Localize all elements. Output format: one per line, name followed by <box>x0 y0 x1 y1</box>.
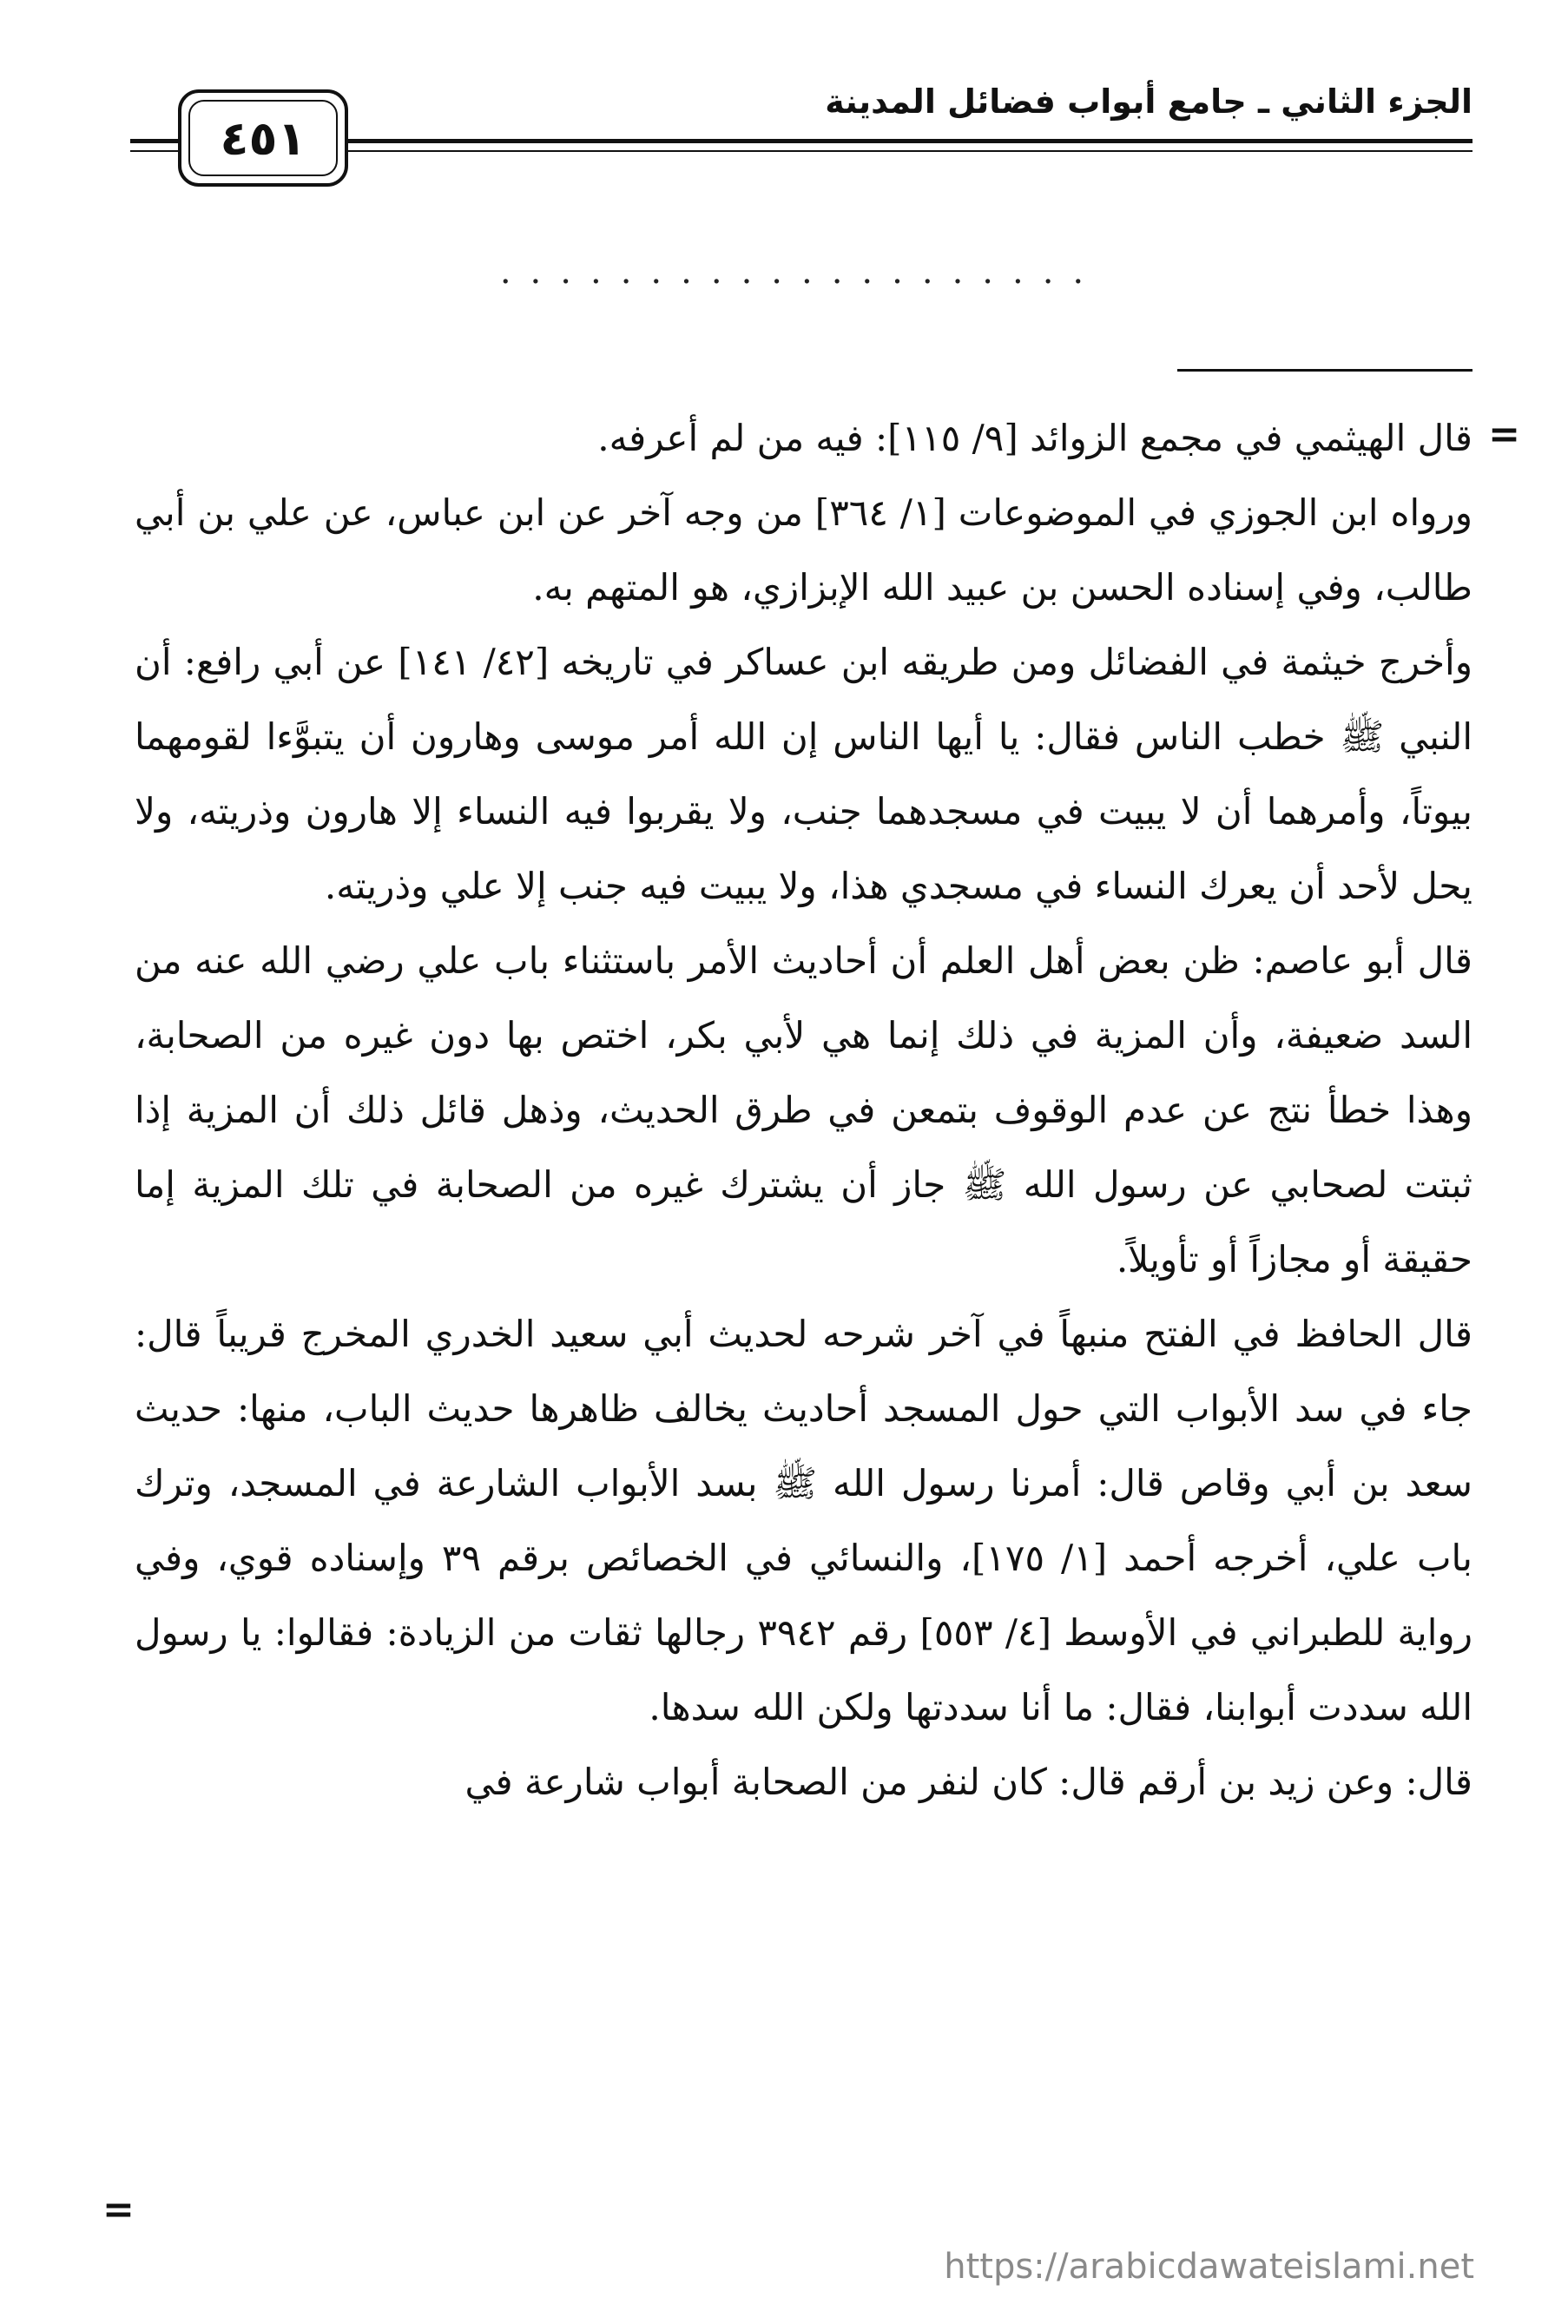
paragraph: قال الحافظ في الفتح منبهاً في آخر شرحه لحديث أبي سعيد الخدري المخرج قريباً قال: جاء في سد الأبواب التي حول المسجد أحاديث يخالف ظاهرها حديث الباب، منها: حديث سعد بن أبي وقاص قال: أمرنا رسول الله ﷺ بسد الأبواب الشارعة في المسجد، وترك باب علي، أخرجه أحمد [١/ ١٧٥]، والنسائي في الخصائص برقم ٣٩ وإسناده قوي، وفي رواية للطبراني في الأوسط [٤/ ٥٥٣] رقم ٣٩٤٢ رجالها ثقات من الزيادة: فقالوا: يا رسول الله سددت أبوابنا، فقال: ما أنا سددتها ولكن الله سدها. <box>135 1313 1472 1728</box>
paragraph: وأخرج خيثمة في الفضائل ومن طريقه ابن عساكر في تاريخه [٤٢/ ١٤١] عن أبي رافع: أن النبي ﷺ خطب الناس فقال: يا أيها الناس إن الله أمر موسى وهارون أن يتبوَّءا لقومهما بيوتاً، وأمرهما أن لا يبيت في مسجدهما جنب، ولا يقربوا فيه النساء إلا هارون وذريته، ولا يحل لأحد أن يعرك النساء في مسجدي هذا، ولا يبيت فيه جنب إلا علي وذريته. <box>135 641 1473 907</box>
watermark-url: https://arabicdawateislami.net <box>944 2247 1474 2287</box>
paragraph: قال أبو عاصم: ظن بعض أهل العلم أن أحاديث الأمر باستثناء باب علي رضي الله عنه من السد ضعيفة، وأن المزية في ذلك إنما هي لأبي بكر، اختص بها دون غيره من الصحابة، وهذا خطأ نتج عن عدم الوقوف بتمعن في طرق الحديث، وذهل قائل ذلك أن المزية إذا ثبتت لصحابي عن رسول الله ﷺ جاز أن يشترك غيره من الصحابة في تلك المزية إما حقيقة أو مجازاً أو تأويلاً. <box>135 939 1472 1281</box>
footnote-rule <box>1177 369 1472 372</box>
section-separator-dots: .................... <box>499 252 1104 292</box>
continuation-marker-top: = <box>1488 412 1520 457</box>
paragraph: ورواه ابن الجوزي في الموضوعات [١/ ٣٦٤] من وجه آخر عن ابن عباس، عن علي بن أبي طالب، وفي إسناده الحسن بن عبيد الله الإبزازي، هو المتهم به. <box>135 491 1472 609</box>
paragraph: قال: وعن زيد بن أرقم قال: كان لنفر من الصحابة أبواب شارعة في <box>464 1761 1472 1803</box>
page-number-frame <box>178 89 348 187</box>
paragraph: قال الهيثمي في مجمع الزوائد [٩/ ١١٥]: فيه من لم أعرفه. <box>597 417 1472 459</box>
running-title: الجزء الثاني ـ جامع أبواب فضائل المدينة <box>825 82 1472 121</box>
continuation-marker-bottom: = <box>102 2188 135 2232</box>
footnote-body <box>135 401 1472 1820</box>
page-number: ٤٥١ <box>188 100 338 176</box>
